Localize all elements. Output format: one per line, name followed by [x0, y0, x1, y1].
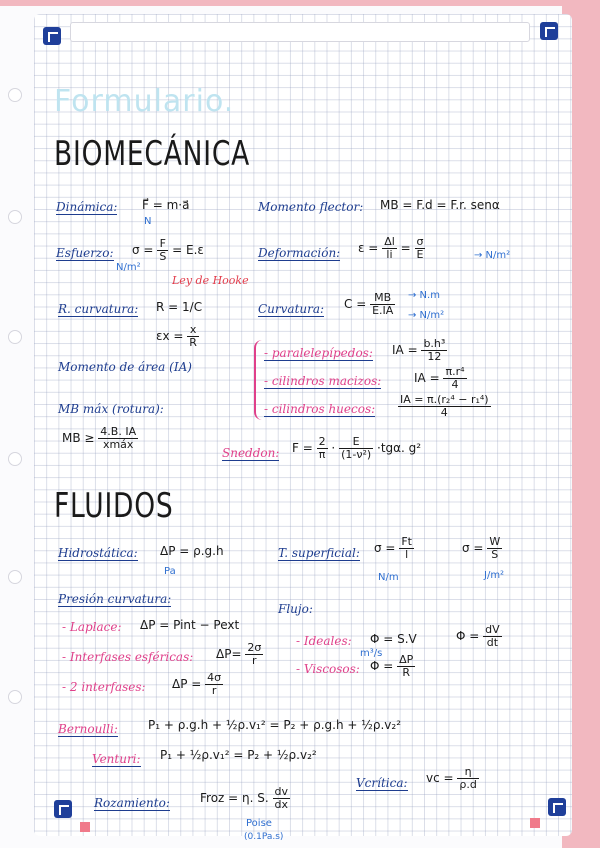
paralelepipedos-formula — [392, 338, 447, 363]
deformacion-x-fraction — [187, 324, 199, 349]
flujo-ideales-unit: m³/s — [360, 648, 383, 659]
fraction-numerator: x — [187, 324, 199, 337]
momento-flector-formula: MB = F.d = F.r. senα — [380, 198, 500, 212]
poise-unit: Poise — [246, 818, 272, 829]
fraction-numerator: F — [157, 238, 168, 251]
interfases-esfericas-formula — [216, 642, 263, 667]
esfuerzo-rhs: = E.ε — [172, 243, 204, 257]
cilindros-huecos-label: - cilindros huecos: — [264, 402, 376, 416]
fraction-numerator: b.h³ — [423, 337, 446, 350]
velocidad-critica-fraction — [457, 766, 478, 791]
section-heading-fluidos: FLUIDOS — [54, 486, 174, 526]
binder-hole — [8, 210, 22, 224]
deformacion-equals: = — [400, 241, 411, 255]
esfuerzo-lhs: σ = — [132, 243, 154, 257]
mb-max-fraction — [98, 426, 138, 451]
dos-interfases-lhs: ΔP = — [172, 677, 202, 691]
interfases-esfericas-lhs: ΔP= — [216, 647, 242, 661]
deformacion-lhs: ε = — [358, 241, 379, 255]
rozamiento-fraction — [273, 786, 291, 811]
cilindros-macizos-fraction — [443, 366, 466, 391]
cilindros-huecos-formula — [398, 394, 491, 419]
fraction-denominator: S — [491, 548, 499, 561]
fraction-numerator: 2 — [318, 435, 326, 448]
binder-hole — [8, 88, 22, 102]
sneddon-rhs: ·tgα. g² — [377, 441, 422, 455]
deformacion-label: Deformación: — [258, 246, 341, 260]
corner-mark-icon — [54, 800, 72, 818]
bernoulli-formula: P₁ + ρ.g.h + ½ρ.v₁² = P₂ + ρ.g.h + ½ρ.v₂² — [148, 718, 402, 732]
tension-superficial-unit: N/m — [378, 572, 399, 583]
fraction-denominator: 4 — [440, 406, 448, 419]
flujo-caudal-formula — [456, 624, 502, 649]
binder-hole — [8, 690, 22, 704]
dos-interfases-label: - 2 interfases: — [62, 680, 146, 694]
tension-superficial-energy-lhs: σ = — [462, 541, 484, 555]
curvatura-unit-e: → N/m² — [408, 310, 445, 321]
tension-superficial-fraction — [399, 536, 414, 561]
fraction-denominator: li — [386, 248, 393, 261]
cilindros-macizos-formula — [414, 366, 467, 391]
sneddon-formula: F = $\frac{2}{\pi}$ · $\frac{E}{\text{(1-ν²)}}$ ·tgα. g² — [292, 435, 422, 461]
paralelepipedos-label: - paralelepípedos: — [264, 346, 373, 360]
fraction-denominator: xmáx — [102, 438, 134, 451]
velocidad-critica-label: Vcrítica: — [356, 776, 408, 790]
momento-area-brace — [254, 340, 264, 420]
velocidad-critica-formula — [426, 766, 479, 791]
poise-equivalence: (0.1Pa.s) — [244, 832, 284, 842]
deformacion-fraction-2 — [415, 236, 426, 261]
ley-hooke-note: Ley de Hooke — [172, 274, 249, 287]
fraction-numerator: σ — [416, 235, 424, 248]
deformacion-unit: → N/m² — [474, 250, 511, 261]
page-title: Formulario. — [54, 84, 235, 119]
tension-superficial-label: T. superficial: — [278, 546, 360, 560]
radio-curvatura-formula: R = 1/C — [156, 300, 203, 314]
interfases-esfericas-fraction — [245, 642, 263, 667]
binder-hole — [8, 452, 22, 466]
cilindros-macizos-lhs: IA = — [414, 371, 440, 385]
hidrostatica-label: Hidrostática: — [58, 546, 138, 560]
fraction-denominator: dt — [486, 636, 499, 649]
sneddon-label: Sneddon: — [222, 446, 280, 460]
dinamica-unit: N — [144, 216, 152, 227]
mb-max-lhs: MB ≥ — [62, 431, 95, 445]
sneddon-fraction-2 — [339, 436, 373, 461]
momento-flector-label: Momento flector: — [258, 200, 364, 214]
presion-curvatura-label: Presión curvatura: — [58, 592, 172, 606]
fraction-numerator: η — [457, 766, 478, 779]
corner-mark-icon — [540, 22, 558, 40]
mb-max-formula — [62, 426, 138, 451]
flujo-ideales-label: - Ideales: — [296, 634, 352, 648]
header-bar — [70, 22, 530, 42]
fraction-denominator: 4 — [451, 378, 459, 391]
fraction-numerator: Δl — [384, 235, 395, 248]
flujo-caudal-fraction — [483, 624, 502, 649]
laplace-label: - Laplace: — [62, 620, 122, 634]
fraction-denominator: ρ.d — [459, 778, 477, 791]
radio-curvatura-label: R. curvatura: — [58, 302, 139, 316]
hidrostatica-formula: ΔP = ρ.g.h — [160, 544, 224, 558]
interfases-esfericas-label: - Interfases esféricas: — [62, 650, 194, 664]
corner-mark-icon — [43, 27, 61, 45]
pink-marker — [530, 818, 540, 828]
curvatura-lhs: C = — [344, 297, 367, 311]
sneddon-fraction-1 — [317, 436, 328, 461]
cilindros-huecos-fraction — [398, 394, 491, 419]
tension-superficial-formula — [374, 536, 414, 561]
cilindros-macizos-label: - cilindros macizos: — [264, 374, 382, 388]
mb-max-label: MB máx (rotura): — [58, 402, 164, 416]
fraction-denominator: R — [189, 336, 197, 349]
fraction-numerator: Ft — [401, 535, 412, 548]
fraction-denominator: l — [405, 548, 409, 561]
fraction-denominator: E — [416, 248, 424, 261]
bernoulli-label: Bernoulli: — [58, 722, 118, 736]
esfuerzo-label: Esfuerzo: — [56, 246, 114, 260]
fraction-denominator: R — [402, 666, 411, 679]
section-heading-biomecanica: BIOMECÁNICA — [54, 134, 251, 174]
curvatura-formula — [344, 292, 395, 317]
dos-interfases-formula — [172, 672, 223, 697]
curvatura-unit-mb: → N.m — [408, 290, 440, 301]
tension-superficial-energy-fraction — [487, 536, 502, 561]
fraction-denominator: r — [252, 654, 257, 667]
esfuerzo-unit: N/m² — [116, 262, 141, 273]
fraction-numerator: π.r⁴ — [445, 365, 465, 378]
venturi-label: Venturi: — [92, 752, 141, 766]
rozamiento-label: Rozamiento: — [94, 796, 170, 810]
fraction-numerator: IA = π.(r₂⁴ − r₁⁴) — [400, 393, 489, 406]
flujo-ideales-formula: Φ = S.V — [370, 632, 417, 646]
fraction-numerator: 2σ — [247, 641, 262, 654]
rozamiento-formula — [200, 786, 290, 811]
esfuerzo-fraction — [157, 238, 168, 263]
deformacion-fraction-1 — [382, 236, 397, 261]
velocidad-critica-lhs: vc = — [426, 771, 454, 785]
paralelepipedos-lhs: IA = — [392, 343, 418, 357]
tension-superficial-energy-unit: J/m² — [484, 570, 505, 581]
fraction-denominator: dx — [274, 798, 289, 811]
hidrostatica-unit: Pa — [164, 566, 176, 577]
venturi-formula: P₁ + ½ρ.v₁² = P₂ + ½ρ.v₂² — [160, 748, 317, 762]
fraction-denominator: 12 — [427, 350, 442, 363]
flujo-caudal-lhs: Φ = — [456, 629, 480, 643]
binder-hole — [8, 330, 22, 344]
curvatura-fraction — [370, 292, 395, 317]
dinamica-formula: F⃗ = m·a⃗ — [142, 198, 190, 212]
fraction-numerator: 4.B. IA — [100, 425, 137, 438]
deformacion-x-lhs: εx = — [156, 329, 184, 343]
fraction-numerator: 4σ — [207, 671, 222, 684]
laplace-formula: ΔP = Pint − Pext — [140, 618, 240, 632]
deformacion-formula — [358, 236, 425, 261]
dos-interfases-fraction — [205, 672, 223, 697]
tension-superficial-lhs: σ = — [374, 541, 396, 555]
paralelepipedos-fraction — [421, 338, 447, 363]
fraction-numerator: MB — [370, 292, 395, 305]
sneddon-lhs: F = — [292, 441, 313, 455]
tension-superficial-energy-formula — [462, 536, 502, 561]
corner-mark-icon — [548, 798, 566, 816]
fraction-denominator: (1-ν²) — [341, 448, 372, 461]
pink-marker — [80, 822, 90, 832]
fraction-numerator: dv — [274, 785, 289, 798]
rozamiento-lhs: Froz = η. S. — [200, 791, 269, 805]
fraction-denominator: r — [211, 684, 217, 697]
flujo-viscosos-fraction — [397, 654, 415, 679]
fraction-denominator: E.IA — [372, 304, 394, 317]
fraction-denominator: S — [159, 250, 167, 263]
fraction-numerator: ΔP — [399, 653, 414, 666]
deformacion-x-formula — [156, 324, 199, 349]
page-border-top — [0, 0, 600, 6]
curvatura-label: Curvatura: — [258, 302, 325, 316]
flujo-viscosos-lhs: Φ = — [370, 659, 394, 673]
fraction-numerator: dV — [485, 623, 500, 636]
fraction-denominator: π — [318, 448, 326, 461]
momento-area-label: Momento de área (IA) — [58, 360, 192, 374]
flujo-label: Flujo: — [278, 602, 313, 616]
flujo-viscosos-label: - Viscosos: — [296, 662, 360, 676]
dinamica-label: Dinámica: — [56, 200, 118, 214]
flujo-viscosos-formula — [370, 654, 415, 679]
esfuerzo-formula — [132, 238, 204, 263]
binder-hole — [8, 570, 22, 584]
fraction-numerator: E — [339, 436, 373, 449]
fraction-numerator: W — [489, 535, 501, 548]
